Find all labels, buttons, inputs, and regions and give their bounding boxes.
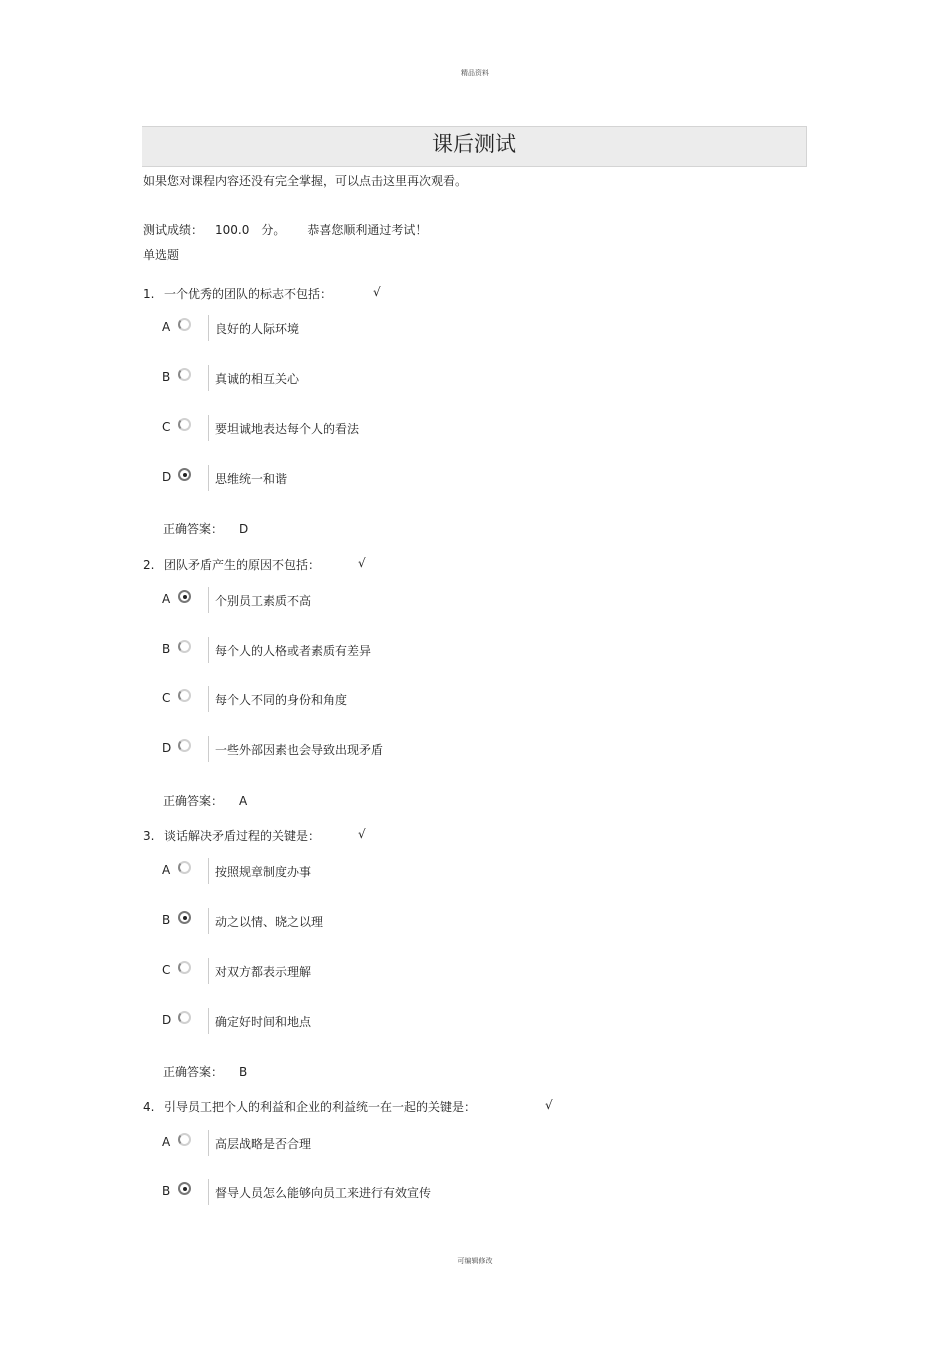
divider (208, 858, 209, 884)
radio-button-selected[interactable] (178, 911, 191, 924)
option-letter: A (162, 1135, 171, 1149)
divider (208, 1179, 209, 1205)
radio-button[interactable] (178, 739, 191, 752)
correct-check-icon: √ (373, 285, 381, 299)
question-number: 3. (143, 829, 155, 843)
question-2-title (143, 556, 366, 573)
question-3-option-b[interactable] (162, 908, 562, 934)
question-1-title (143, 285, 381, 302)
question-2-option-b[interactable] (162, 637, 562, 663)
option-text: 每个人的人格或者素质有差异 (215, 644, 372, 658)
question-3-option-a[interactable] (162, 858, 562, 884)
option-text: 按照规章制度办事 (215, 865, 312, 879)
divider (208, 465, 209, 491)
question-3-option-d[interactable] (162, 1008, 562, 1034)
option-letter: B (162, 642, 171, 656)
pass-message: 恭喜您顺利通过考试！ (307, 223, 428, 237)
question-2-option-d[interactable] (162, 736, 562, 762)
question-1-option-b[interactable] (162, 365, 562, 391)
question-4-option-b[interactable] (162, 1179, 562, 1205)
option-letter: A (162, 863, 171, 877)
answer-value: D (239, 522, 249, 536)
option-letter: D (162, 741, 172, 755)
score-value: 100.0 (215, 223, 250, 237)
option-text: 督导人员怎么能够向员工来进行有效宣传 (215, 1186, 432, 1200)
option-letter: C (162, 963, 171, 977)
option-text: 真诚的相互关心 (215, 372, 300, 386)
option-text: 一些外部因素也会导致出现矛盾 (215, 743, 384, 757)
question-3-correct-answer (163, 1063, 247, 1080)
question-1-option-d[interactable] (162, 465, 562, 491)
divider (208, 958, 209, 984)
question-text: 团队矛盾产生的原因不包括： (164, 558, 321, 572)
page-header-note: 精品资料 (461, 69, 489, 77)
radio-button-selected[interactable] (178, 1182, 191, 1195)
option-text: 要坦诚地表达每个人的看法 (215, 422, 360, 436)
question-4-title (143, 1098, 553, 1115)
question-2-option-a[interactable] (162, 587, 562, 613)
radio-button[interactable] (178, 640, 191, 653)
score-line (143, 221, 427, 238)
score-label: 测试成绩： (143, 223, 204, 237)
question-3-title (143, 827, 366, 844)
option-letter: B (162, 913, 171, 927)
divider (208, 415, 209, 441)
answer-value: A (239, 794, 248, 808)
correct-check-icon: √ (545, 1098, 553, 1112)
correct-check-icon: √ (358, 827, 366, 841)
radio-button[interactable] (178, 368, 191, 381)
radio-button[interactable] (178, 689, 191, 702)
divider (208, 686, 209, 712)
question-1-correct-answer (163, 520, 248, 537)
option-letter: D (162, 1013, 172, 1027)
question-1-option-c[interactable] (162, 415, 562, 441)
divider (208, 365, 209, 391)
option-text: 良好的人际环境 (215, 322, 300, 336)
option-text: 思维统一和谐 (215, 472, 288, 486)
radio-button[interactable] (178, 861, 191, 874)
page-title: 课后测试 (142, 126, 807, 167)
section-heading: 单选题 (143, 248, 180, 262)
divider (208, 315, 209, 341)
score-unit: 分。 (261, 223, 286, 237)
option-text: 高层战略是否合理 (215, 1137, 312, 1151)
page-footer-note: 可编辑修改 (457, 1257, 493, 1265)
radio-button-selected[interactable] (178, 590, 191, 603)
answer-label: 正确答案： (163, 794, 224, 808)
divider (208, 637, 209, 663)
radio-button[interactable] (178, 961, 191, 974)
question-text: 引导员工把个人的利益和企业的利益统一在一起的关键是： (164, 1100, 477, 1114)
answer-label: 正确答案： (163, 1065, 224, 1079)
divider (208, 1008, 209, 1034)
divider (208, 587, 209, 613)
radio-button[interactable] (178, 1011, 191, 1024)
question-number: 4. (143, 1100, 155, 1114)
correct-check-icon: √ (358, 556, 366, 570)
option-text: 动之以情、晓之以理 (215, 915, 324, 929)
radio-button-selected[interactable] (178, 468, 191, 481)
option-letter: A (162, 320, 171, 334)
option-text: 确定好时间和地点 (215, 1015, 312, 1029)
divider (208, 1130, 209, 1156)
option-letter: B (162, 370, 171, 384)
option-letter: B (162, 1184, 171, 1198)
question-2-correct-answer (163, 792, 247, 809)
question-number: 1. (143, 287, 155, 301)
radio-button[interactable] (178, 1133, 191, 1146)
option-text: 个别员工素质不高 (215, 594, 312, 608)
radio-button[interactable] (178, 318, 191, 331)
option-text: 每个人不同的身份和角度 (215, 693, 348, 707)
review-course-link[interactable]: 如果您对课程内容还没有完全掌握，可以点击这里再次观看。 (143, 174, 468, 188)
question-3-option-c[interactable] (162, 958, 562, 984)
question-1-option-a[interactable] (162, 315, 562, 341)
divider (208, 736, 209, 762)
divider (208, 908, 209, 934)
option-text: 对双方都表示理解 (215, 965, 312, 979)
question-2-option-c[interactable] (162, 686, 562, 712)
answer-value: B (239, 1065, 248, 1079)
question-number: 2. (143, 558, 155, 572)
option-letter: C (162, 691, 171, 705)
answer-label: 正确答案： (163, 522, 224, 536)
option-letter: D (162, 470, 172, 484)
question-text: 一个优秀的团队的标志不包括： (164, 287, 333, 301)
question-text: 谈话解决矛盾过程的关键是： (164, 829, 321, 843)
option-letter: A (162, 592, 171, 606)
question-4-option-a[interactable] (162, 1130, 562, 1156)
option-letter: C (162, 420, 171, 434)
radio-button[interactable] (178, 418, 191, 431)
